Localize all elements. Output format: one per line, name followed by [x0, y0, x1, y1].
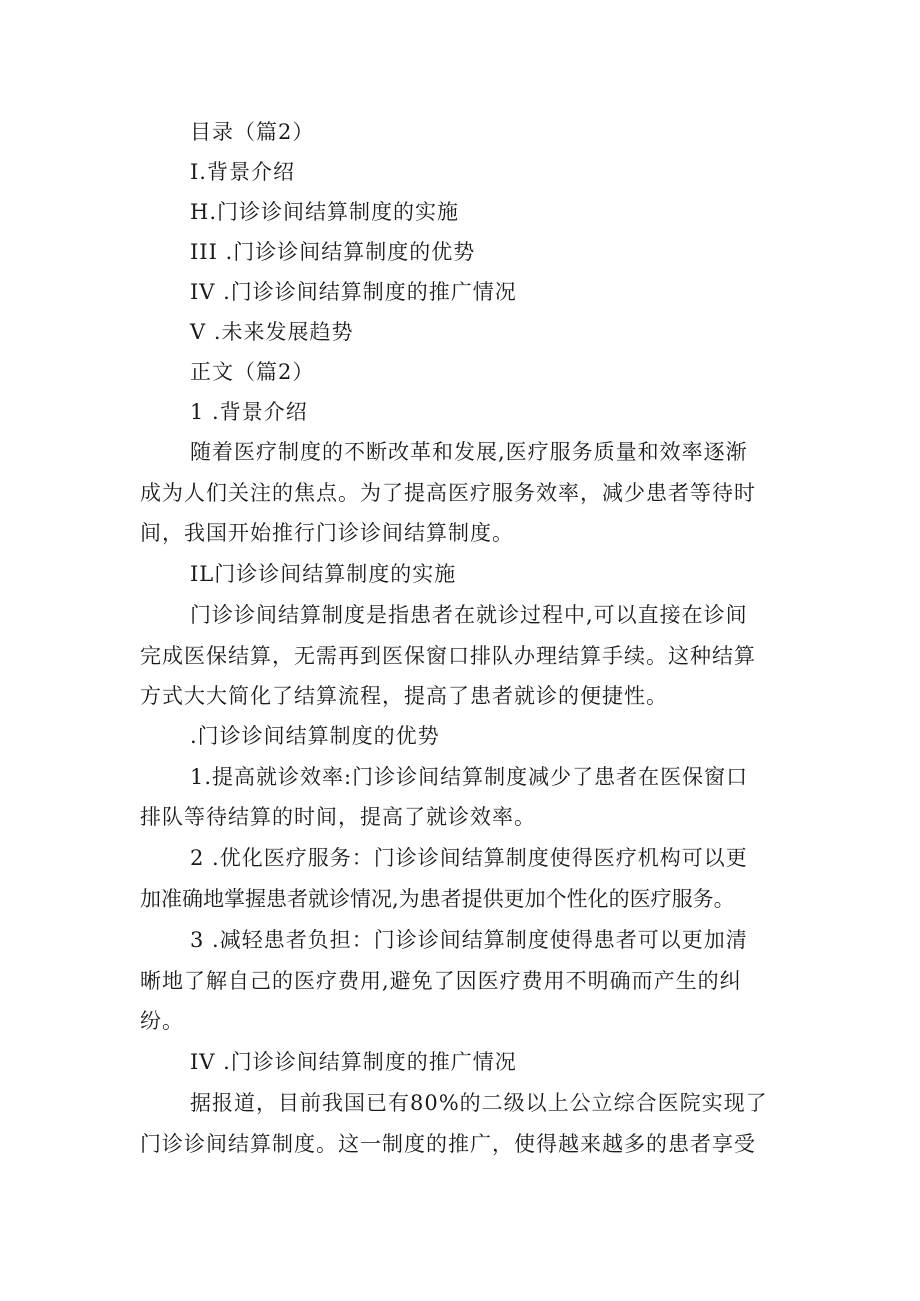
- toc-item-4: IV .门诊诊间结算制度的推广情况: [190, 280, 517, 304]
- section1-heading: 1 .背景介绍: [190, 400, 308, 424]
- section2-line-2: 完成医保结算，无需再到医保窗口排队办理结算手续。这种结算: [140, 644, 756, 668]
- section3-item3-line-3: 纷。: [140, 1009, 184, 1033]
- section1-line-2: 成为人们关注的焦点。为了提高医疗服务效率，减少患者等待时: [140, 481, 756, 505]
- toc-title: 目录（篇2）: [190, 120, 315, 144]
- toc-item-3: III .门诊诊间结算制度的优势: [190, 240, 476, 264]
- section3-item3-line-1: 3 .减轻患者负担：门诊诊间结算制度使得患者可以更加清: [190, 928, 748, 952]
- section2-line-1: 门诊诊间结算制度是指患者在就诊过程中,可以直接在诊间: [190, 603, 748, 627]
- section3-heading: .门诊诊间结算制度的优势: [190, 724, 440, 748]
- section1-line-1: 随着医疗制度的不断改革和发展,医疗服务质量和效率逐渐: [190, 440, 748, 464]
- toc-item-5: V .未来发展趋势: [190, 320, 354, 344]
- section3-item3-line-2: 晰地了解自己的医疗费用,避免了因医疗费用不明确而产生的纠: [140, 969, 742, 993]
- section3-item1-line-1: 1.提高就诊效率:门诊诊间结算制度减少了患者在医保窗口: [190, 765, 749, 789]
- toc-item-1: I.背景介绍: [190, 160, 295, 184]
- section3-item1-line-2: 排队等待结算的时间，提高了就诊效率。: [140, 805, 536, 829]
- section3-item2-line-1: 2 .优化医疗服务：门诊诊间结算制度使得医疗机构可以更: [190, 846, 748, 870]
- section3-item2-line-2: 加准确地掌握患者就诊情况,为患者提供更加个性化的医疗服务。: [140, 887, 735, 911]
- section4-heading: IV .门诊诊间结算制度的推广情况: [190, 1050, 517, 1074]
- section1-line-3: 间，我国开始推行门诊诊间结算制度。: [140, 521, 514, 545]
- toc-item-2: H.门诊诊间结算制度的实施: [190, 200, 459, 224]
- section2-heading: IL门诊诊间结算制度的实施: [190, 562, 457, 586]
- section4-line-1: 据报道，目前我国已有80%的二级以上公立综合医院实现了: [190, 1091, 768, 1115]
- section4-line-2: 门诊诊间结算制度。这一制度的推广，使得越来越多的患者享受: [140, 1132, 756, 1156]
- section2-line-3: 方式大大简化了结算流程，提高了患者就诊的便捷性。: [140, 684, 668, 708]
- body-title: 正文（篇2）: [190, 360, 315, 384]
